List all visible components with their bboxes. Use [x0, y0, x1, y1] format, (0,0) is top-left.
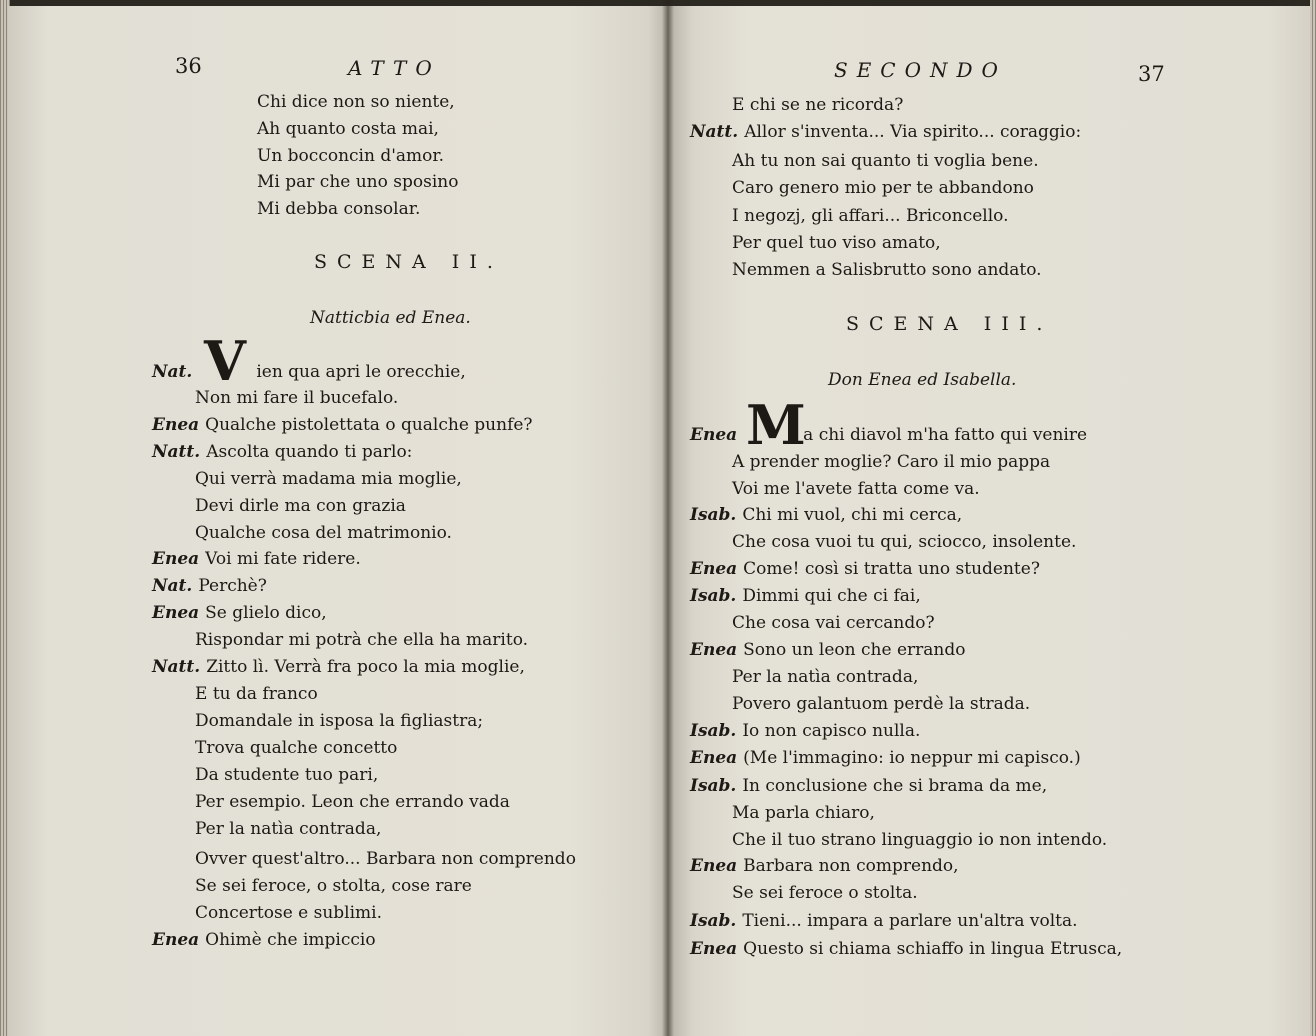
line-text: Sono un leon che errando — [743, 640, 966, 660]
line-text: Voi mi fate ridere. — [205, 549, 361, 569]
speaker-label: Isab. — [690, 911, 737, 931]
dialogue-line: Ah tu non sai quanto ti voglia bene. — [732, 151, 1039, 171]
speaker-label: Enea — [690, 939, 738, 959]
dialogue-line — [152, 362, 466, 382]
speaker-label: Natt. — [152, 442, 201, 462]
speaker-label: Enea — [690, 856, 738, 876]
line-text: Zitto lì. Verrà fra poco la mia moglie, — [206, 657, 525, 677]
text-line: Ah quanto costa mai, — [257, 119, 439, 139]
scene-heading: SCENA III. — [846, 313, 1053, 335]
dialogue-line: Don Enea ed Isabella. — [828, 370, 1017, 390]
dialogue-line: Voi me l'avete fatta come va. — [732, 479, 980, 499]
speaker-label: Natt. — [690, 122, 739, 142]
dialogue-line: E tu da franco — [195, 684, 318, 704]
line-text: Ascolta quando ti parlo: — [206, 442, 413, 462]
dialogue-line: Se sei feroce, o stolta, cose rare — [195, 876, 472, 896]
dialogue-line: Qualche cosa del matrimonio. — [195, 523, 452, 543]
dialogue-line: Che cosa vuoi tu qui, sciocco, insolente. — [732, 532, 1077, 552]
line-text: ien qua apri le orecchie, — [256, 362, 466, 382]
dialogue-line: Concertose e sublimi. — [195, 903, 383, 923]
dialogue-line: A prender moglie? Caro il mio pappa — [732, 452, 1051, 472]
drop-cap: M — [746, 393, 806, 457]
line-text: Dimmi qui che ci fai, — [742, 586, 921, 606]
running-head: SECONDO — [834, 58, 1007, 82]
line-text: Questo si chiama schiaffo in lingua Etrusca, — [743, 939, 1123, 959]
page-number: 37 — [1138, 62, 1165, 86]
dialogue-line: Che cosa vai cercando? — [732, 613, 935, 633]
dialogue-line: Per esempio. Leon che errando vada — [195, 792, 510, 812]
line-text: Io non capisco nulla. — [742, 721, 921, 741]
dialogue-line — [152, 549, 361, 569]
dialogue-line — [690, 721, 920, 741]
speaker-label: Isab. — [690, 505, 737, 525]
speaker-label: Enea — [690, 748, 738, 768]
line-text: (Me l'immagino: io neppur mi capisco.) — [743, 748, 1081, 768]
text-line: Mi debba consolar. — [257, 199, 421, 219]
text-line: Mi par che uno sposino — [257, 172, 459, 192]
dialogue-line — [690, 425, 1087, 445]
dialogue-line — [690, 776, 1047, 796]
dialogue-line: Per la natìa contrada, — [195, 819, 382, 839]
speaker-label: Enea — [152, 415, 200, 435]
dialogue-line: Da studente tuo pari, — [195, 765, 379, 785]
dialogue-line — [152, 576, 267, 596]
left-page — [8, 6, 668, 1036]
speaker-label: Nat. — [152, 576, 193, 596]
speaker-label: Enea — [152, 549, 200, 569]
dialogue-line: Ma parla chiaro, — [732, 803, 875, 823]
speaker-label: Enea — [690, 640, 738, 660]
dialogue-line: Ovver quest'altro... Barbara non comprendo — [195, 849, 576, 869]
dialogue-line — [152, 930, 376, 950]
line-text: Tieni... impara a parlare un'altra volta. — [742, 911, 1078, 931]
speaker-label: Enea — [690, 559, 738, 579]
line-text: Se glielo dico, — [205, 603, 327, 623]
dialogue-line — [152, 442, 412, 462]
line-text: Allor s'inventa... Via spirito... coraggio: — [744, 122, 1082, 142]
dialogue-line: Per quel tuo viso amato, — [732, 233, 941, 253]
speaker-label: Isab. — [690, 586, 737, 606]
dialogue-line — [690, 856, 959, 876]
dialogue-line: Povero galantuom perdè la strada. — [732, 694, 1031, 714]
dialogue-line — [690, 505, 962, 525]
dialogue-line: Rispondar mi potrà che ella ha marito. — [195, 630, 529, 650]
speaker-label: Enea — [152, 930, 200, 950]
line-text: Come! così si tratta uno studente? — [743, 559, 1040, 579]
text-line: Chi dice non so niente, — [257, 92, 455, 112]
page-edges-right — [1310, 0, 1316, 1036]
speaker-label: Isab. — [690, 721, 737, 741]
scene-heading: SCENA II. — [314, 251, 503, 273]
dialogue-line: Devi dirle ma con grazia — [195, 496, 406, 516]
dialogue-line — [690, 640, 965, 660]
dramatis-personae: Natticbia ed Enea. — [310, 308, 471, 328]
dialogue-line — [152, 657, 525, 677]
dialogue-line — [690, 122, 1081, 142]
speaker-label: Nat. — [152, 362, 193, 382]
dialogue-line: Non mi fare il bucefalo. — [195, 388, 399, 408]
line-text: In conclusione che si brama da me, — [742, 776, 1048, 796]
dialogue-line: Caro genero mio per te abbandono — [732, 178, 1034, 198]
drop-cap: V — [204, 329, 246, 393]
page-number: 36 — [175, 54, 202, 78]
dialogue-line: E chi se ne ricorda? — [732, 95, 904, 115]
dialogue-line: Se sei feroce o stolta. — [732, 883, 918, 903]
dialogue-line — [690, 939, 1122, 959]
line-text: Barbara non comprendo, — [743, 856, 959, 876]
line-text: Qualche pistolettata o qualche punfe? — [205, 415, 533, 435]
dialogue-line — [152, 603, 327, 623]
line-text: Perchè? — [198, 576, 267, 596]
speaker-label: Natt. — [152, 657, 201, 677]
dialogue-line: Nemmen a Salisbrutto sono andato. — [732, 260, 1042, 280]
book-gutter — [662, 0, 674, 1036]
dialogue-line — [690, 559, 1040, 579]
speaker-label: Enea — [152, 603, 200, 623]
dialogue-line — [690, 748, 1081, 768]
speaker-label: Isab. — [690, 776, 737, 796]
dialogue-line — [690, 911, 1078, 931]
right-page — [668, 6, 1312, 1036]
running-head: ATTO — [348, 56, 441, 80]
text-line: Un bocconcin d'amor. — [257, 146, 445, 166]
dialogue-line — [690, 586, 921, 606]
dialogue-line: I negozj, gli affari... Briconcello. — [732, 206, 1009, 226]
dialogue-line — [152, 415, 533, 435]
dialogue-line: Che il tuo strano linguaggio io non intendo. — [732, 830, 1108, 850]
line-text: Ohimè che impiccio — [205, 930, 376, 950]
dialogue-line: Trova qualche concetto — [195, 738, 398, 758]
speaker-label: Enea — [690, 425, 738, 445]
line-text: a chi diavol m'ha fatto qui venire — [803, 425, 1088, 445]
dialogue-line: Qui verrà madama mia moglie, — [195, 469, 462, 489]
dialogue-line: Domandale in isposa la figliastra; — [195, 711, 484, 731]
line-text: Chi mi vuol, chi mi cerca, — [742, 505, 963, 525]
dialogue-line: Per la natìa contrada, — [732, 667, 919, 687]
